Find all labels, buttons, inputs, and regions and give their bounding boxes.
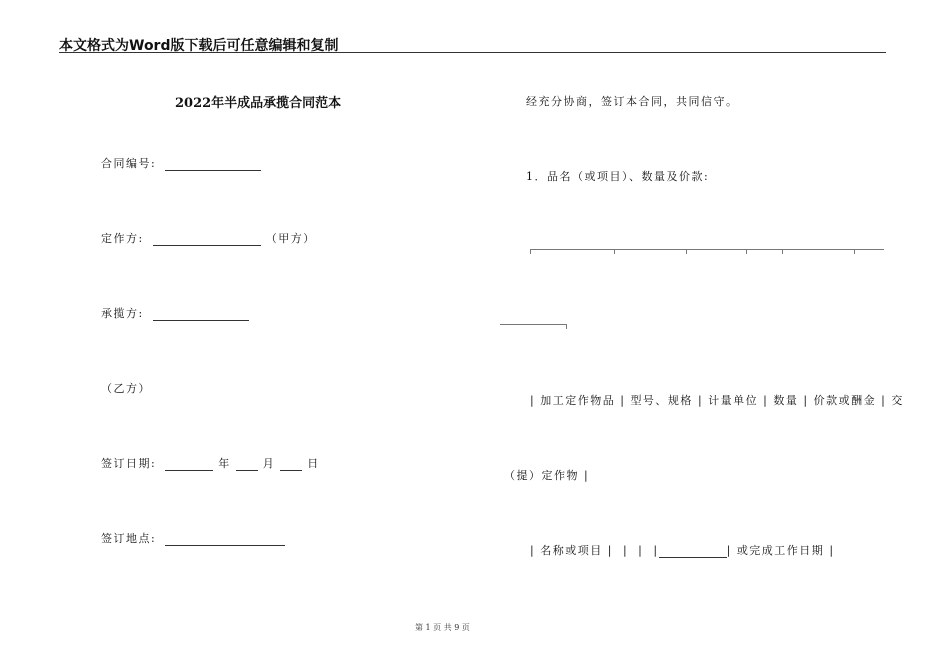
- orderer-blank: [153, 233, 261, 246]
- table-tick: [746, 249, 747, 254]
- table-tick: [566, 324, 567, 329]
- orderer-label: 定作方:: [101, 232, 144, 245]
- table-tick: [530, 249, 531, 254]
- sign-place-blank: [165, 533, 285, 546]
- table-sep: |: [530, 394, 536, 407]
- table-sep: |: [530, 544, 536, 557]
- day-label: 日: [307, 457, 320, 470]
- sign-date-label: 签订日期:: [101, 457, 157, 470]
- table-side-rule: [500, 324, 566, 325]
- table-tick: [686, 249, 687, 254]
- contractor-blank: [153, 308, 249, 321]
- document-header: 本文格式为Word版下载后可任意编辑和复制: [59, 38, 339, 54]
- party-b-label: （乙方）: [101, 382, 151, 395]
- contract-number-field: [101, 155, 261, 171]
- month-blank: [236, 458, 258, 471]
- table-sep: |: [584, 469, 590, 482]
- table-header-cell: 数量: [773, 394, 799, 407]
- header-divider: [59, 52, 886, 53]
- orderer-field: [101, 230, 316, 246]
- contract-number-blank: [165, 158, 261, 171]
- day-blank: [280, 458, 302, 471]
- table-sep: |: [622, 544, 629, 557]
- table-sep: |: [726, 544, 732, 557]
- orderer-suffix: （甲方）: [265, 232, 316, 245]
- table-row-2: [504, 467, 589, 483]
- month-label: 月: [262, 457, 276, 470]
- contractor-field: [101, 305, 249, 321]
- table-sep: |: [763, 394, 769, 407]
- table-cell: 名称或项目: [540, 544, 603, 557]
- year-label: 年: [218, 457, 231, 470]
- table-sep: |: [803, 394, 809, 407]
- table-sep: |: [829, 544, 835, 557]
- sign-place-label: 签订地点:: [101, 532, 157, 545]
- table-sep: |: [881, 394, 887, 407]
- table-sep: |: [607, 544, 613, 557]
- contract-number-label: 合同编号:: [101, 157, 157, 170]
- table-tick: [782, 249, 783, 254]
- table-cell: 或完成工作日期: [736, 544, 825, 557]
- table-tick: [854, 249, 855, 254]
- table-sep: |: [620, 394, 626, 407]
- table-sep: |: [697, 394, 704, 407]
- sign-place-field: [101, 530, 285, 546]
- year-blank: [165, 458, 213, 471]
- table-tick: [614, 249, 615, 254]
- table-mid-rule: [659, 551, 727, 558]
- table-header-cell: 型号、规格: [630, 394, 693, 407]
- page-number: 第 1 页 共 9 页: [415, 623, 470, 632]
- table-header-cell: 加工定作物品: [540, 394, 616, 407]
- table-header-row: [530, 392, 904, 408]
- table-top-rule: [530, 249, 884, 250]
- table-sep: |: [653, 544, 659, 557]
- section-1-heading: 1．品名（或项目）、数量及价款:: [526, 170, 710, 183]
- document-title: 2022年半成品承揽合同范本: [175, 96, 342, 111]
- table-sep: |: [638, 544, 644, 557]
- sign-date-field: [101, 455, 320, 471]
- contractor-label: 承揽方:: [101, 307, 144, 320]
- table-header-cell: 价款或酬金: [813, 394, 877, 407]
- table-header-cell: 计量单位: [708, 394, 759, 407]
- intro-text: 经充分协商，签订本合同，共同信守。: [526, 95, 739, 108]
- table-cell: （提）定作物: [504, 469, 579, 482]
- table-header-cell: 交: [891, 394, 904, 407]
- table-row-3: [530, 542, 835, 558]
